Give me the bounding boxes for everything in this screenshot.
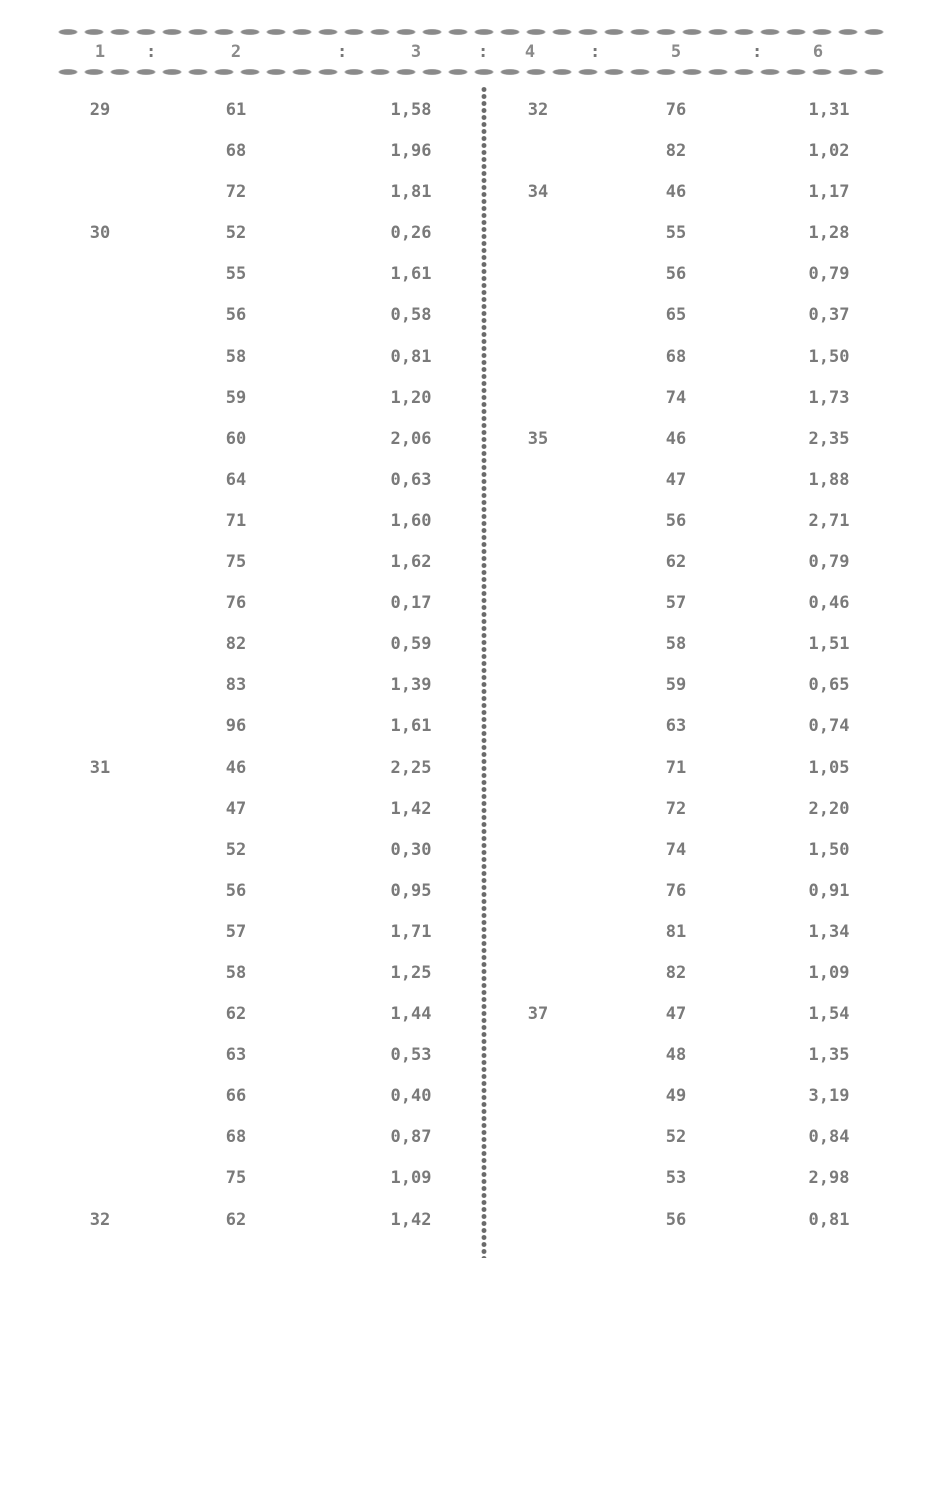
col-5-value: 47 — [665, 469, 687, 490]
col-6-value: 1,88 — [808, 469, 850, 490]
table-row — [0, 96, 946, 137]
col-6-value: 0,74 — [808, 716, 850, 737]
col-2-value: 96 — [225, 716, 247, 737]
col-3-value: 1,61 — [390, 264, 432, 285]
col-2-value: 59 — [225, 387, 247, 408]
col-3-value: 1,42 — [390, 798, 432, 819]
col-6-value: 0,91 — [808, 880, 850, 901]
col-5-value: 82 — [665, 141, 687, 162]
col-1-value: 30 — [89, 223, 111, 244]
col-2-value: 46 — [225, 757, 247, 778]
col-3-value: 0,40 — [390, 1086, 432, 1107]
col-5-value: 56 — [665, 510, 687, 531]
col-5-value: 81 — [665, 921, 687, 942]
table-row — [0, 1206, 946, 1247]
table-row — [0, 671, 946, 712]
col-2-value: 75 — [225, 552, 247, 573]
col-3-value: 2,25 — [390, 757, 432, 778]
col-3-value: 1,96 — [390, 141, 432, 162]
col-2-value: 75 — [225, 1168, 247, 1189]
col-2-value: 62 — [225, 1209, 247, 1230]
column-header-5: 5 — [670, 42, 682, 62]
col-6-value: 0,79 — [808, 552, 850, 573]
table-row — [0, 178, 946, 219]
col-2-value: 76 — [225, 593, 247, 614]
col-2-value: 82 — [225, 634, 247, 655]
col-6-value: 1,35 — [808, 1045, 850, 1066]
col-3-value: 0,63 — [390, 469, 432, 490]
col-5-value: 63 — [665, 716, 687, 737]
table-row — [0, 301, 946, 342]
column-header-4: 4 — [524, 42, 536, 62]
col-6-value: 3,19 — [808, 1086, 850, 1107]
col-1-value: 32 — [89, 1209, 111, 1230]
col-6-value: 0,65 — [808, 675, 850, 696]
col-6-value: 0,46 — [808, 593, 850, 614]
col-3-value: 1,62 — [390, 552, 432, 573]
table-row — [0, 630, 946, 671]
table-row — [0, 589, 946, 630]
col-3-value: 1,81 — [390, 182, 432, 203]
col-2-value: 56 — [225, 880, 247, 901]
col-2-value: 71 — [225, 510, 247, 531]
col-6-value: 2,71 — [808, 510, 850, 531]
col-5-value: 74 — [665, 839, 687, 860]
col-5-value: 52 — [665, 1127, 687, 1148]
col-5-value: 53 — [665, 1168, 687, 1189]
col-6-value: 1,02 — [808, 141, 850, 162]
table-row — [0, 1123, 946, 1164]
col-5-value: 47 — [665, 1004, 687, 1025]
header-bottom-rule — [55, 68, 890, 78]
col-3-value: 1,42 — [390, 1209, 432, 1230]
table-row — [0, 918, 946, 959]
col-6-value: 1,51 — [808, 634, 850, 655]
col-2-value: 58 — [225, 346, 247, 367]
col-3-value: 0,17 — [390, 593, 432, 614]
col-6-value: 0,84 — [808, 1127, 850, 1148]
table-row — [0, 260, 946, 301]
col-2-value: 57 — [225, 921, 247, 942]
col-3-value: 0,87 — [390, 1127, 432, 1148]
col-2-value: 61 — [225, 100, 247, 120]
col-5-value: 76 — [665, 880, 687, 901]
table-row — [0, 877, 946, 918]
col-2-value: 62 — [225, 1004, 247, 1025]
column-header-1: 1 — [94, 42, 106, 62]
col-6-value: 1,31 — [808, 100, 850, 120]
col-2-value: 63 — [225, 1045, 247, 1066]
col-3-value: 1,44 — [390, 1004, 432, 1025]
table-row — [0, 384, 946, 425]
col-2-value: 56 — [225, 305, 247, 326]
table-row — [0, 1000, 946, 1041]
col-3-value: 0,95 — [390, 880, 432, 901]
header-separator: : — [478, 42, 489, 62]
col-3-value: 1,71 — [390, 921, 432, 942]
col-3-value: 0,26 — [390, 223, 432, 244]
col-5-value: 56 — [665, 1209, 687, 1230]
col-5-value: 76 — [665, 100, 687, 120]
table-row — [0, 836, 946, 877]
col-5-value: 72 — [665, 798, 687, 819]
table-row — [0, 425, 946, 466]
col-2-value: 52 — [225, 839, 247, 860]
col-1-value: 29 — [89, 100, 111, 120]
col-6-value: 0,37 — [808, 305, 850, 326]
col-5-value: 55 — [665, 223, 687, 244]
table-row — [0, 712, 946, 753]
table-row — [0, 548, 946, 589]
col-6-value: 2,20 — [808, 798, 850, 819]
col-3-value: 1,20 — [390, 387, 432, 408]
table-row — [0, 466, 946, 507]
col-5-value: 59 — [665, 675, 687, 696]
column-header-2: 2 — [230, 42, 242, 62]
col-6-value: 1,50 — [808, 346, 850, 367]
table-row — [0, 795, 946, 836]
col-3-value: 1,09 — [390, 1168, 432, 1189]
col-6-value: 0,79 — [808, 264, 850, 285]
col-2-value: 55 — [225, 264, 247, 285]
col-6-value: 1,09 — [808, 962, 850, 983]
col-2-value: 68 — [225, 141, 247, 162]
col-6-value: 1,54 — [808, 1004, 850, 1025]
col-2-value: 64 — [225, 469, 247, 490]
col-6-value: 0,81 — [808, 1209, 850, 1230]
col-5-value: 56 — [665, 264, 687, 285]
col-2-value: 60 — [225, 428, 247, 449]
table-row — [0, 1164, 946, 1205]
col-3-value: 0,53 — [390, 1045, 432, 1066]
col-6-value: 1,34 — [808, 921, 850, 942]
col-5-value: 46 — [665, 182, 687, 203]
col-5-value: 82 — [665, 962, 687, 983]
col-2-value: 47 — [225, 798, 247, 819]
col-2-value: 58 — [225, 962, 247, 983]
table-body — [0, 96, 946, 1247]
table-row — [0, 507, 946, 548]
header-separator: : — [752, 42, 763, 62]
col-5-value: 49 — [665, 1086, 687, 1107]
col-6-value: 1,05 — [808, 757, 850, 778]
header-top-rule — [55, 28, 890, 38]
col-3-value: 1,58 — [390, 100, 432, 120]
col-3-value: 1,25 — [390, 962, 432, 983]
table-row — [0, 1041, 946, 1082]
col-5-value: 48 — [665, 1045, 687, 1066]
col-6-value: 1,73 — [808, 387, 850, 408]
col-3-value: 0,81 — [390, 346, 432, 367]
header-separator: : — [146, 42, 157, 62]
table-row — [0, 959, 946, 1000]
col-6-value: 1,28 — [808, 223, 850, 244]
col-5-value: 46 — [665, 428, 687, 449]
col-3-value: 0,59 — [390, 634, 432, 655]
header-separator: : — [337, 42, 348, 62]
col-6-value: 2,35 — [808, 428, 850, 449]
table-row — [0, 343, 946, 384]
column-header-6: 6 — [812, 42, 824, 62]
col-3-value: 2,06 — [390, 428, 432, 449]
col-6-value: 1,17 — [808, 182, 850, 203]
col-2-value: 72 — [225, 182, 247, 203]
header-separator: : — [590, 42, 601, 62]
col-4-value: 34 — [527, 182, 549, 203]
col-3-value: 1,39 — [390, 675, 432, 696]
table-row — [0, 137, 946, 178]
col-4-value: 37 — [527, 1004, 549, 1025]
col-5-value: 62 — [665, 552, 687, 573]
col-2-value: 68 — [225, 1127, 247, 1148]
col-6-value: 1,50 — [808, 839, 850, 860]
col-5-value: 74 — [665, 387, 687, 408]
col-5-value: 57 — [665, 593, 687, 614]
col-5-value: 68 — [665, 346, 687, 367]
table-header — [0, 38, 946, 68]
col-4-value: 35 — [527, 428, 549, 449]
column-header-3: 3 — [410, 42, 422, 62]
table-row — [0, 754, 946, 795]
col-2-value: 83 — [225, 675, 247, 696]
col-3-value: 1,61 — [390, 716, 432, 737]
table-row — [0, 1082, 946, 1123]
col-5-value: 71 — [665, 757, 687, 778]
col-5-value: 65 — [665, 305, 687, 326]
col-6-value: 2,98 — [808, 1168, 850, 1189]
table-row — [0, 219, 946, 260]
col-1-value: 31 — [89, 757, 111, 778]
col-5-value: 58 — [665, 634, 687, 655]
col-2-value: 66 — [225, 1086, 247, 1107]
col-4-value: 32 — [527, 100, 549, 120]
col-3-value: 0,30 — [390, 839, 432, 860]
col-3-value: 0,58 — [390, 305, 432, 326]
col-3-value: 1,60 — [390, 510, 432, 531]
col-2-value: 52 — [225, 223, 247, 244]
